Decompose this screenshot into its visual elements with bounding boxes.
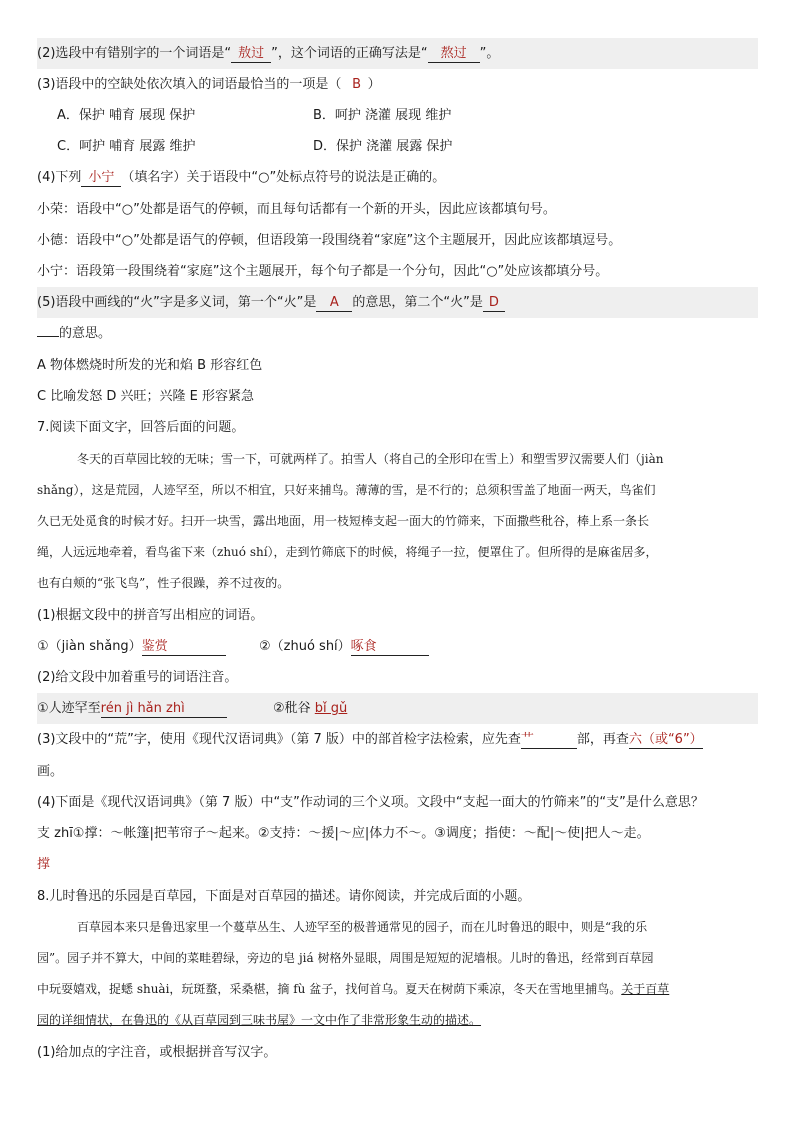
q8-passage-line2: 园”。园子并不算大，中间的菜畦碧绿，旁边的皂 jiá 树格外显眼，周围是短短的泥墙根。儿时的鲁迅，经常到百草园 xyxy=(37,951,654,965)
q6-3-option-a: A．保护 哺育 展现 保护 xyxy=(57,108,196,123)
q7-2-answer1: rén jì hǎn zhì xyxy=(101,701,227,718)
q8-passage-line3 xyxy=(37,974,758,1005)
q7-1-item2 xyxy=(259,631,429,662)
q6-5-options2: C 比喻发怒 D 兴旺；兴隆 E 形容紧急 xyxy=(37,389,254,404)
q7-3-answer2: 六（或“6”） xyxy=(628,732,703,747)
q6-3-suffix: ） xyxy=(367,77,381,92)
q6-4-suffix: （填名字）关于语段中“○”处标点符号的说法是正确的。 xyxy=(121,170,446,185)
q6-5-prefix: (5)语段中画线的“火”字是多义词，第一个“火”是 xyxy=(37,295,317,310)
q7-4-entry: 支 zhī①撑：～帐篷|把苇帘子～起来。②支持：～援|～应|体力不～。③调度；指使：～配|～使|把人～走。 xyxy=(37,826,650,841)
q6-5-suffix: 的意思。 xyxy=(59,326,112,341)
q6-4-xiaode: 小德：语段中“○”处都是语气的停顿，但语段第一段围绕着“家庭”这个主题展开，因此应该都填逗号。 xyxy=(37,233,622,248)
q6-4-line xyxy=(37,162,758,193)
q6-5-answer2: D xyxy=(483,295,505,312)
q6-4-answer: 小宁 xyxy=(81,170,121,187)
q6-2-right-word-answer: 熬过 xyxy=(428,46,480,63)
q6-5-options1: A 物体燃烧时所发的光和焰 B 形容红色 xyxy=(37,358,263,373)
q7-3-answer1: 艹 xyxy=(521,732,577,749)
q7-1-answer1: 鉴赏 xyxy=(142,639,226,656)
q6-4-xiaoning: 小宁：语段第一段围绕着“家庭”这个主题展开，每个句子都是一个分句，因此“○”处应该都填分号。 xyxy=(37,264,609,279)
q7-passage-line3: 久已无处觅食的时候才好。扫开一块雪，露出地面，用一枝短棒支起一面大的竹筛来，下面撒些秕谷，棒上系一条长 xyxy=(37,514,650,528)
q6-5-line xyxy=(37,287,758,318)
q7-2-item2 xyxy=(273,693,347,724)
q7-2-answers xyxy=(37,693,758,724)
q7-1-item1-pinyin: ①（jiàn shǎng） xyxy=(37,639,142,654)
q8-title: 8.儿时鲁迅的乐园是百草园，下面是对百草园的描述。请你阅读，并完成后面的小题。 xyxy=(37,889,531,904)
q6-5-answer1: A xyxy=(316,295,352,312)
q7-1-label: (1)根据文段中的拼音写出相应的词语。 xyxy=(37,608,264,623)
q7-4-question: (4)下面是《现代汉语词典》（第 7 版）中“支”作动词的三个义项。文段中“支起一面大的竹筛来”的“支”是什么意思？ xyxy=(37,795,704,810)
q6-2-line xyxy=(37,38,758,69)
q7-1-item2-pinyin: ②（zhuó shí） xyxy=(259,639,351,654)
q7-3-prefix: (3)文段中的“荒”字，使用《现代汉语词典》（第 7 版）中的部首检字法检索，应先查 xyxy=(37,732,521,747)
q7-3-line xyxy=(37,724,758,755)
q8-passage-line3-text: 中玩耍嬉戏，捉蟋 shuài，玩斑蝥，采桑椹，摘 fù 盆子，找何首乌。夏天在树荫下乘凉，冬天在雪地里捕鸟。 xyxy=(37,982,622,996)
q8-1-label: (1)给加点的字注音，或根据拼音写汉字。 xyxy=(37,1045,277,1060)
q6-2-wrong-word-answer: 敖过 xyxy=(231,46,271,63)
q7-2-item1-word: ①人迹罕至 xyxy=(37,701,101,716)
q6-2-prefix: (2)选段中有错别字的一个词语是“ xyxy=(37,46,232,61)
q7-1-answers xyxy=(37,631,758,662)
q6-2-mid: ”，这个词语的正确写法是“ xyxy=(271,46,428,61)
q7-title: 7.阅读下面文字，回答后面的问题。 xyxy=(37,420,245,435)
q7-1-item1 xyxy=(37,631,226,662)
q7-passage-line4: 绳，人远远地牵着，看鸟雀下来（zhuó shí），走到竹筛底下的时候，将绳子一拉，便罩住了。但所得的是麻雀居多， xyxy=(37,545,658,559)
q6-3-options-row2 xyxy=(37,131,758,162)
q6-3-prefix: (3)语段中的空缺处依次填入的词语最恰当的一项是（ xyxy=(37,77,342,92)
q6-3-options-row1 xyxy=(37,100,758,131)
q6-2-suffix: ”。 xyxy=(479,46,500,61)
q7-passage-line1: 冬天的百草园比较的无味；雪一下，可就两样了。拍雪人（将自己的全形印在雪上）和塑雪罗汉需要人们（jiàn xyxy=(77,452,664,466)
q7-2-answer2: bǐ gǔ xyxy=(314,701,348,716)
q6-3-option-b: B．呵护 浇灌 展现 维护 xyxy=(313,108,452,123)
q7-3-mid: 部，再查 xyxy=(576,732,629,747)
q7-2-item1 xyxy=(37,693,227,724)
q6-3-line xyxy=(37,69,758,100)
q6-4-xiaorong: 小荣：语段中“○”处都是语气的停顿，而且每句话都有一个新的开头，因此应该都填句号。 xyxy=(37,202,556,217)
q6-3-option-c: C．呵护 哺育 展露 维护 xyxy=(57,139,196,154)
q8-passage-line1: 百草园本来只是鲁迅家里一个蔓草丛生、人迹罕至的极普通常见的园子，而在儿时鲁迅的眼中，则是“我的乐 xyxy=(77,920,648,934)
q7-2-label: (2)给文段中加着重号的词语注音。 xyxy=(37,670,238,685)
q6-5-blank-cont xyxy=(37,336,59,337)
q8-underlined-sentence-start: 关于百草 xyxy=(621,982,670,996)
q7-2-item2-word: ②秕谷 xyxy=(273,701,311,716)
q6-3-answer: B xyxy=(352,77,362,92)
q7-1-answer2: 啄食 xyxy=(351,639,429,656)
q6-4-prefix: (4)下列 xyxy=(37,170,82,185)
q7-3-suffix: 画。 xyxy=(37,764,64,779)
q6-5-mid: 的意思，第二个“火”是 xyxy=(352,295,483,310)
q6-3-option-d: D．保护 浇灌 展露 保护 xyxy=(313,139,453,154)
q8-underlined-sentence-end: 园的详细情状，在鲁迅的《从百草园到三味书屋》一文中作了非常形象生动的描述。 xyxy=(37,1013,482,1027)
q7-passage-line2: shǎng），这是荒园，人迹罕至，所以不相宜，只好来捕鸟。薄薄的雪，是不行的；总须积雪盖了地面一两天，鸟雀们 xyxy=(37,483,656,497)
q7-4-answer: 撑 xyxy=(37,857,51,872)
q6-5-line2 xyxy=(37,318,758,349)
q7-passage-line5: 也有白颊的“张飞鸟”，性子很躁，养不过夜的。 xyxy=(37,576,290,590)
